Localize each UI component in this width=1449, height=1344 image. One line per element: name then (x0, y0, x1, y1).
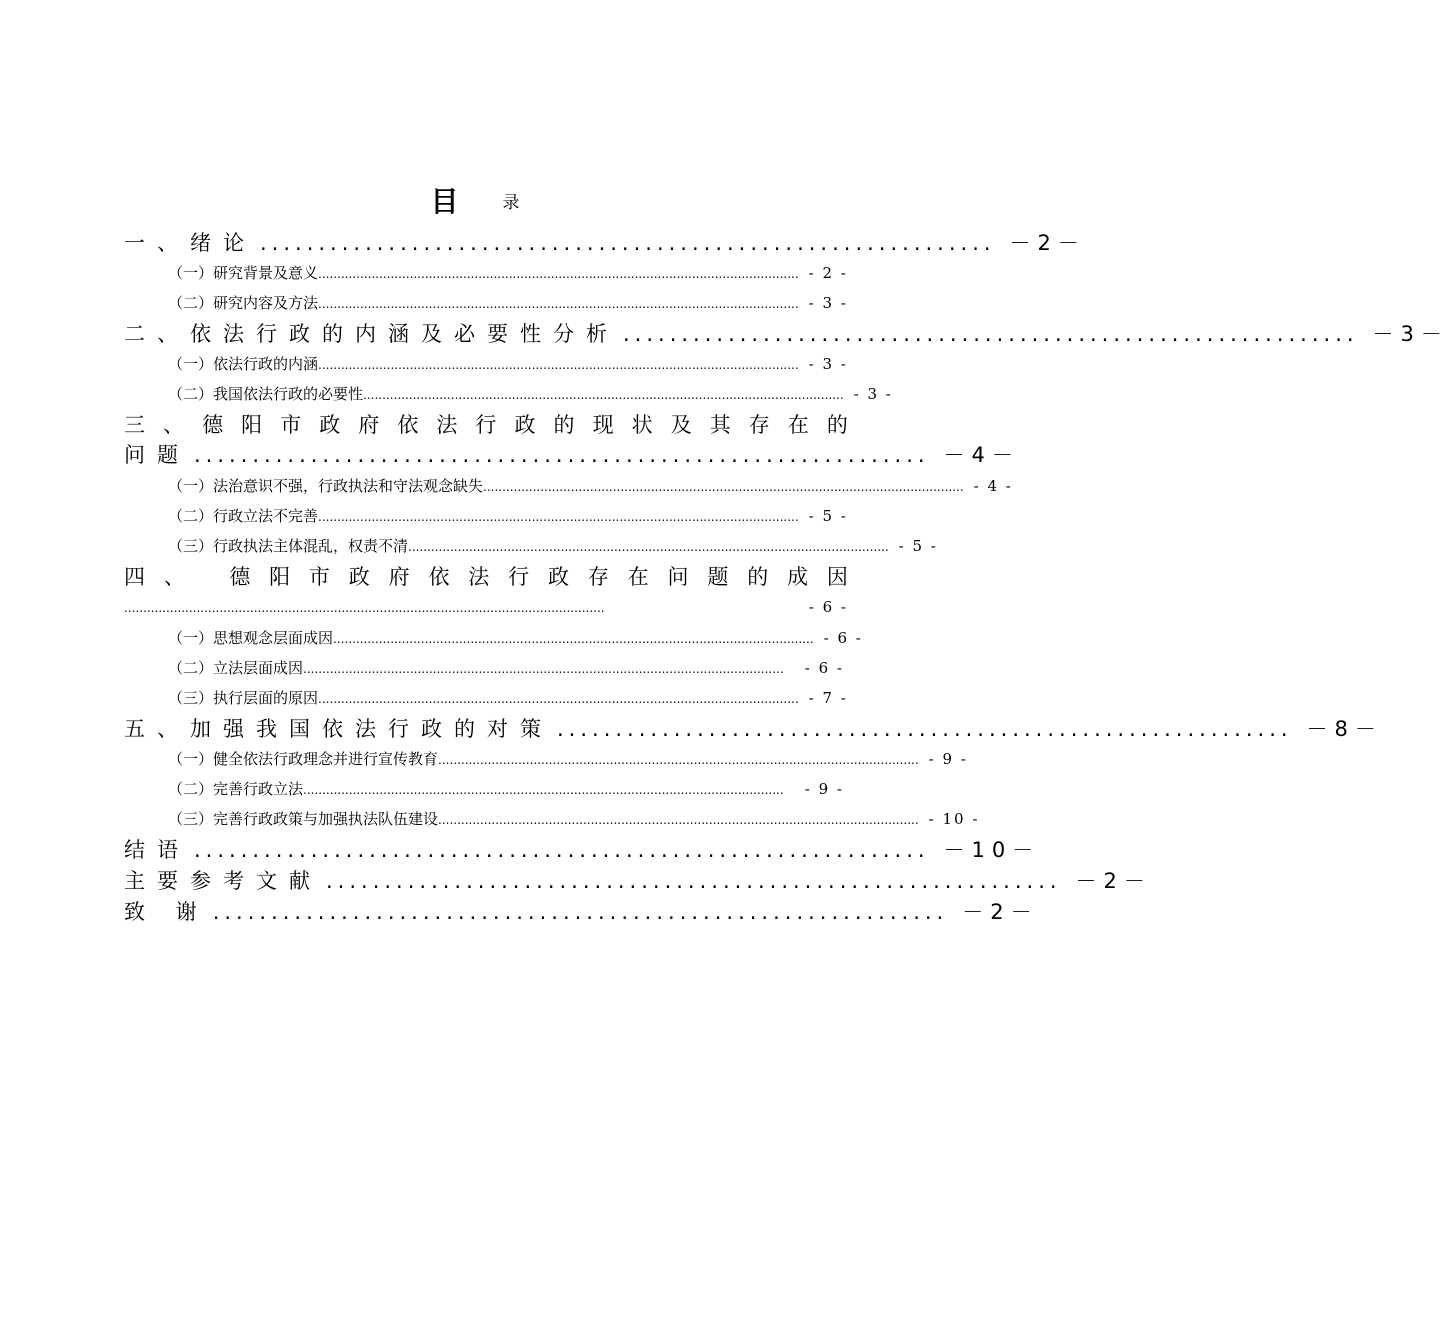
toc-entry-label: （二）我国依法行政的必要性 (168, 385, 364, 403)
toc-entry-section[interactable] (168, 774, 844, 804)
toc-entry-page: - 9 - (928, 750, 968, 768)
toc-entry-page: －2－ (962, 900, 1039, 924)
toc-entry-section[interactable] (168, 744, 968, 774)
toc-entry-chapter-3-cont[interactable] (124, 440, 1020, 470)
toc-entry-label: （二）立法层面成因 (168, 659, 304, 677)
toc-entry-label: 结语 (124, 838, 190, 862)
toc-entry-page: - 2 - (808, 264, 848, 282)
toc-leader-dots: .............................................................................................................................. (438, 813, 919, 827)
toc-title-main: 目 (430, 185, 459, 218)
toc-entry-page: - 6 - (823, 629, 863, 647)
toc-entry-label: （二）行政立法不完善 (168, 507, 319, 525)
toc-entry-label: 五、加强我国依法行政的对策 (124, 717, 553, 741)
toc-entry-label-cont: 问题 (124, 443, 190, 467)
toc-entry-label: 一、绪论 (124, 231, 256, 255)
toc-entry-label: （三）执行层面的原因 (168, 689, 319, 707)
toc-entry-chapter-5[interactable] (124, 714, 1383, 744)
toc-entry-label: （一）研究背景及意义 (168, 264, 319, 282)
toc-entry-page: －4－ (943, 443, 1020, 467)
toc-leader-dots: .............................................................................................................................. (483, 480, 964, 494)
toc-entry-section[interactable] (168, 804, 980, 834)
toc-entry-page: - 10 - (928, 810, 980, 828)
toc-entry-label: （二）研究内容及方法 (168, 294, 319, 312)
toc-leader-dots: .............................................................................................................................. (124, 601, 605, 615)
toc-entry-label: （三）完善行政政策与加强执法队伍建设 (168, 810, 439, 828)
toc-entry-chapter-3[interactable] (124, 410, 848, 440)
toc-entry-page: －10－ (943, 838, 1041, 862)
toc-entry-page: －3－ (1372, 322, 1449, 346)
toc-leader-dots: ............................................................... (194, 443, 930, 467)
toc-entry-label: （一）健全依法行政理念并进行宣传教育 (168, 750, 439, 768)
toc-entry-page: - 7 - (808, 689, 848, 707)
toc-leader-dots: ............................................................... (194, 838, 930, 862)
toc-entry-chapter-4[interactable] (124, 562, 848, 592)
toc-entry-page: －8－ (1306, 717, 1383, 741)
toc-entry-label: （一）依法行政的内涵 (168, 355, 319, 373)
toc-leader-dots: ............................................................... (623, 322, 1359, 346)
toc-leader-dots: .............................................................................................................................. (318, 510, 799, 524)
toc-entry-page: －2－ (1075, 869, 1152, 893)
toc-entry-label: （一）思想观念层面成因 (168, 629, 334, 647)
toc-entry-page: - 5 - (898, 537, 938, 555)
toc-entry-section[interactable] (168, 653, 844, 683)
toc-leader-dots: ............................................................... (326, 869, 1062, 893)
toc-entry-acknowledgements[interactable] (124, 897, 1039, 927)
toc-entry-page: - 4 - (973, 477, 1013, 495)
toc-entry-section[interactable] (168, 501, 848, 531)
toc-leader-dots: .............................................................................................................................. (333, 632, 814, 646)
toc-leader-dots: .............................................................................................................................. (303, 662, 784, 676)
toc-leader-dots: .............................................................................................................................. (408, 540, 889, 554)
toc-entry-label: （一）法治意识不强，行政执法和守法观念缺失 (168, 477, 484, 495)
toc-entry-label: 二、依法行政的内涵及必要性分析 (124, 322, 619, 346)
toc-title-sub: 录 (502, 192, 520, 213)
toc-entry-section[interactable] (168, 349, 848, 379)
toc-leader-dots: .............................................................................................................................. (363, 388, 844, 402)
toc-entry-page: - 3 - (853, 385, 893, 403)
toc-leader-dots: .............................................................................................................................. (303, 783, 784, 797)
toc-entry-label: 主要参考文献 (124, 869, 322, 893)
toc-leader-dots: .............................................................................................................................. (318, 297, 799, 311)
toc-entry-label: （三）行政执法主体混乱，权责不清 (168, 537, 409, 555)
toc-entry-section[interactable] (168, 683, 848, 713)
toc-entry-section[interactable] (168, 379, 893, 409)
toc-entry-label: （二）完善行政立法 (168, 780, 304, 798)
toc-entry-page: - 6 - (808, 598, 848, 616)
toc-leader-dots: ............................................................... (557, 717, 1293, 741)
toc-leader-dots: ............................................................... (212, 900, 949, 924)
toc-entry-label: 四 、 德 阳 市 政 府 依 法 行 政 存 在 问 题 的 成 因 (124, 565, 848, 589)
toc-entry-page: - 9 - (804, 780, 844, 798)
toc-entry-chapter-2[interactable] (124, 319, 1449, 349)
toc-entry-label: 三 、 德 阳 市 政 府 依 法 行 政 的 现 状 及 其 存 在 的 (124, 413, 848, 437)
toc-leader-dots: .............................................................................................................................. (318, 692, 799, 706)
toc-entry-section[interactable] (168, 288, 848, 318)
toc-entry-chapter-1[interactable] (124, 228, 1086, 258)
toc-entry-section[interactable] (168, 471, 1013, 501)
toc-leader-dots: .............................................................................................................................. (318, 267, 799, 281)
toc-entry-page: - 3 - (808, 294, 848, 312)
toc-entry-page: - 3 - (808, 355, 848, 373)
toc-entry-section[interactable] (168, 623, 863, 653)
toc-leader-dots: ............................................................... (260, 231, 996, 255)
toc-leader-dots: .............................................................................................................................. (318, 358, 799, 372)
toc-entry-page: －2－ (1009, 231, 1086, 255)
toc-leader-dots: .............................................................................................................................. (438, 753, 919, 767)
toc-entry-chapter-4-cont[interactable] (124, 592, 848, 622)
toc-entry-page: - 6 - (804, 659, 844, 677)
toc-entry-section[interactable] (168, 258, 848, 288)
toc-entry-label: 致 谢 (124, 900, 209, 924)
toc-entry-section[interactable] (168, 531, 938, 561)
toc-entry-conclusion[interactable] (124, 835, 1041, 865)
toc-title (0, 180, 950, 220)
toc-entry-page: - 5 - (808, 507, 848, 525)
toc-entry-references[interactable] (124, 866, 1152, 896)
